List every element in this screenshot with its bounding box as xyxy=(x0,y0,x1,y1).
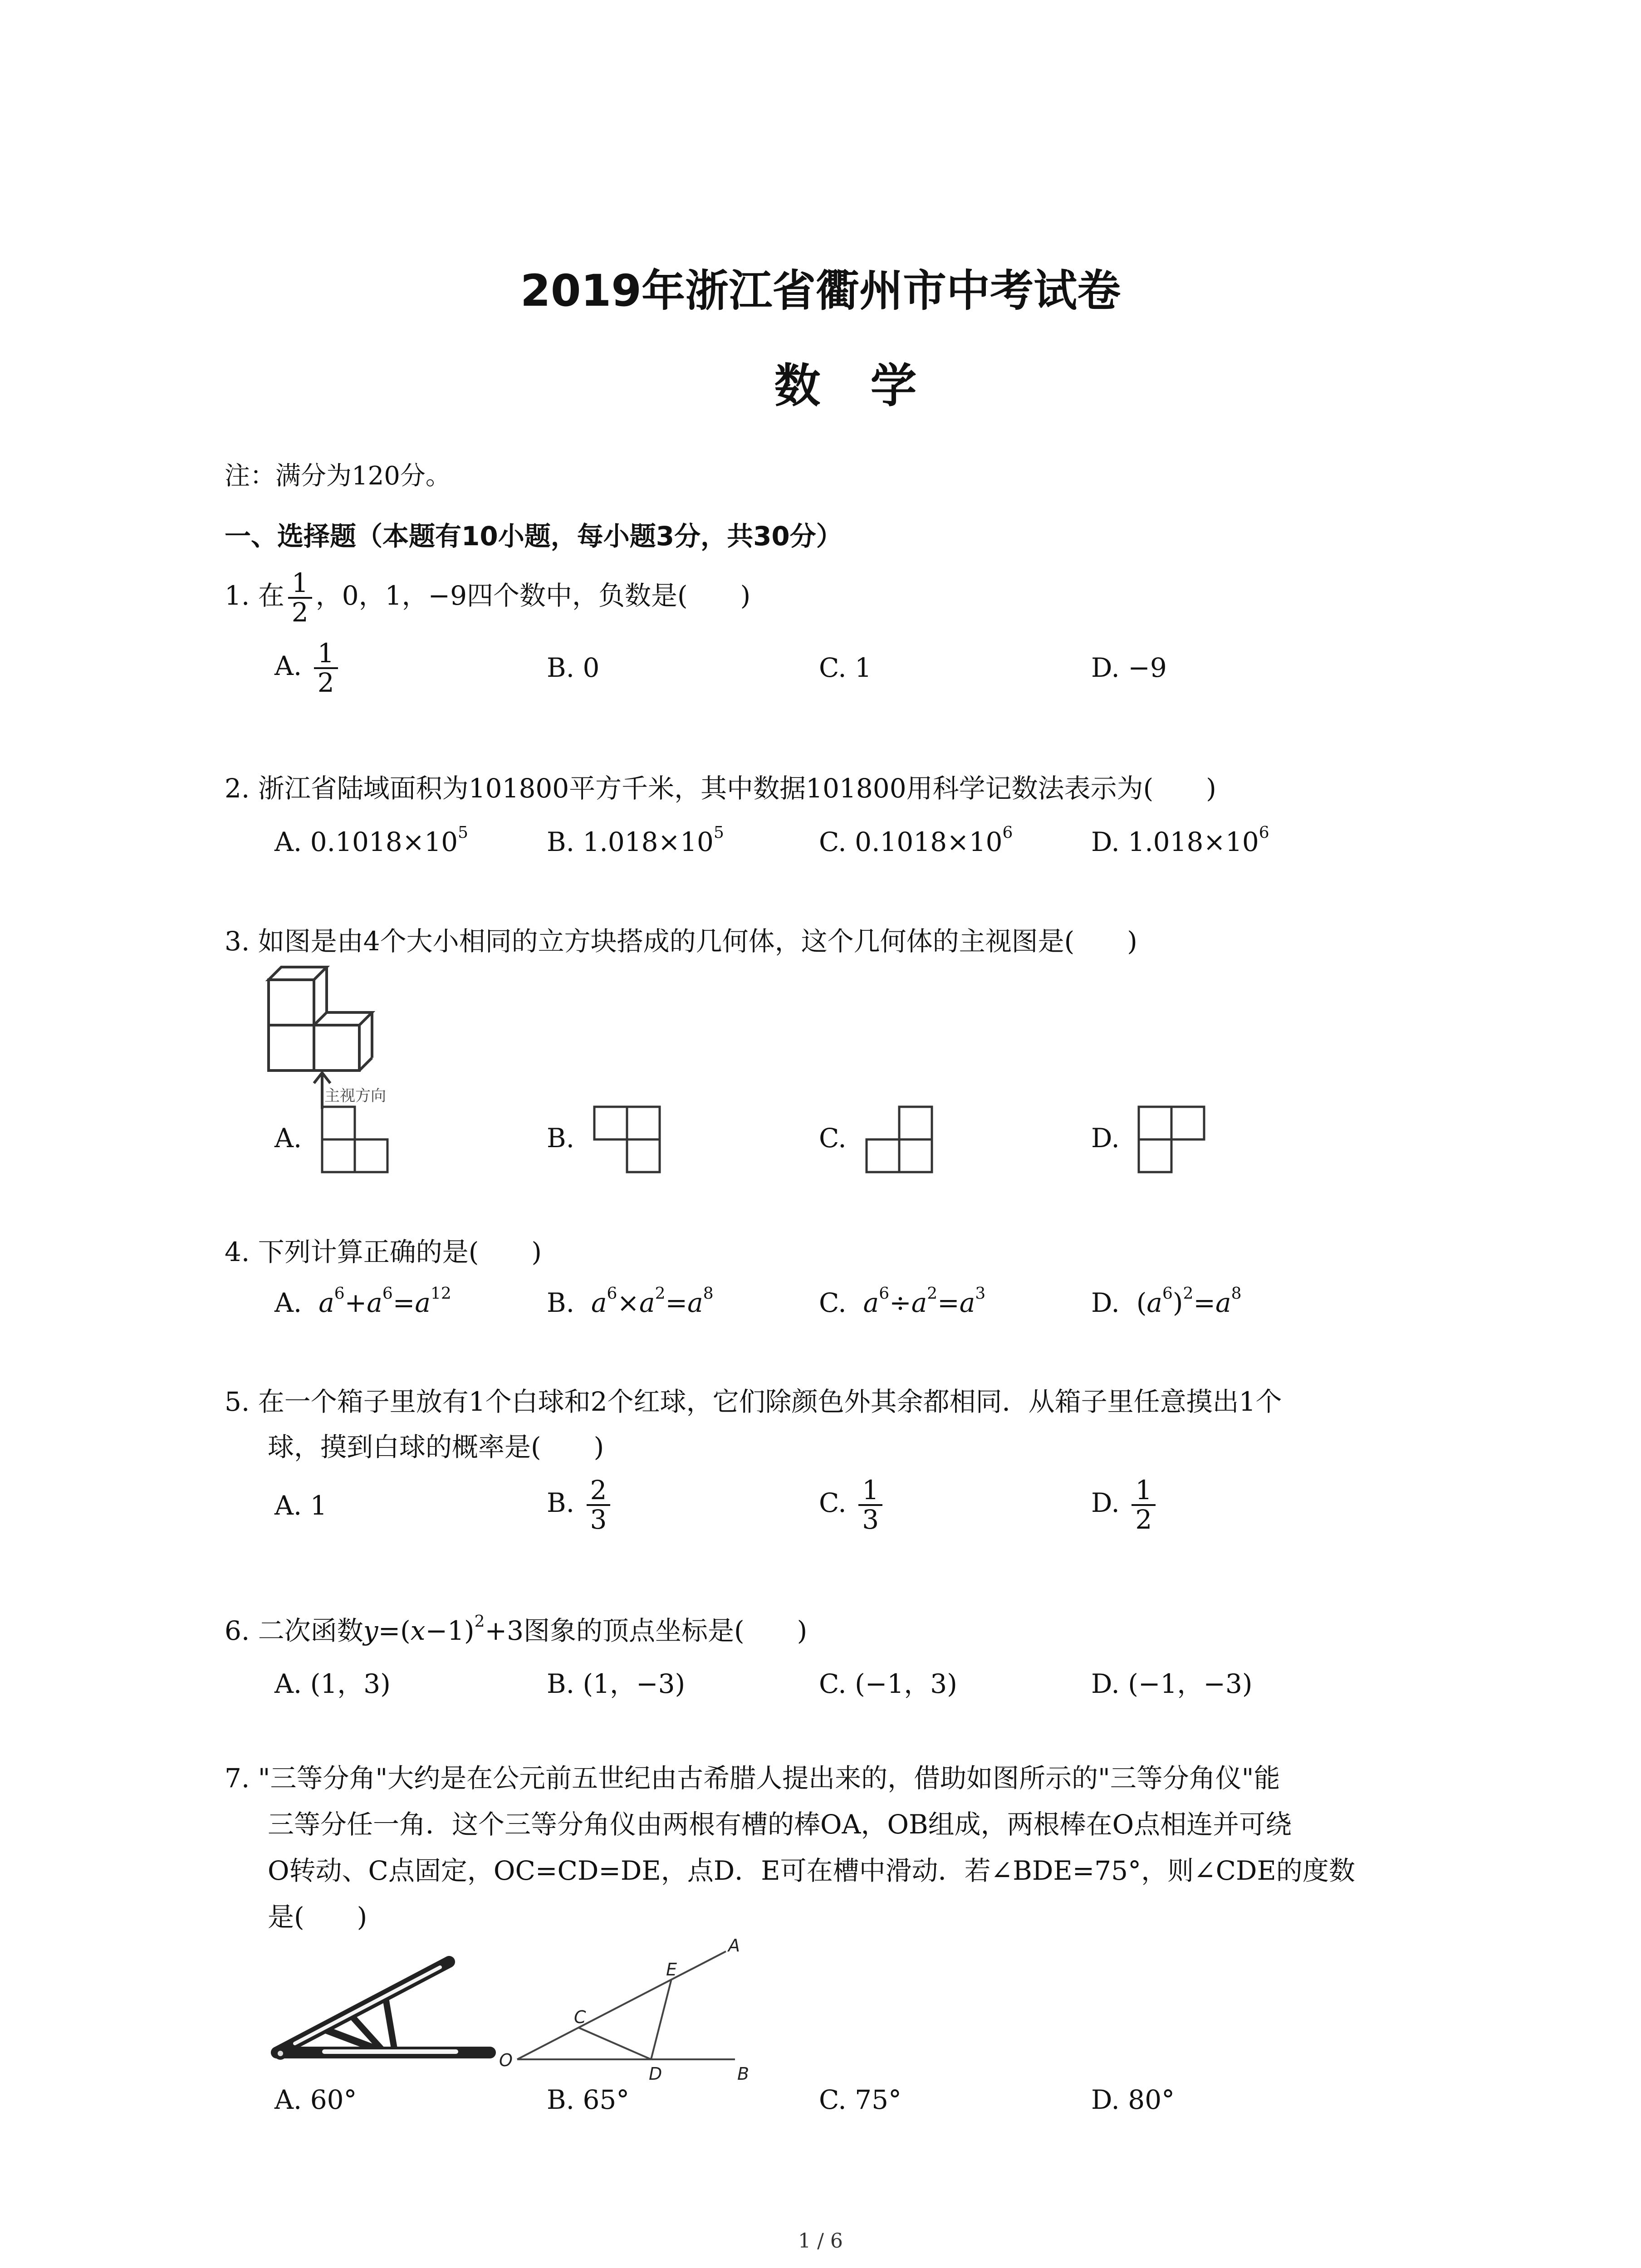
trisector-device-image xyxy=(268,1950,495,2073)
page-title: 2019年浙江省衢州市中考试卷 xyxy=(520,265,1121,316)
question-6: 6. 二次函数$y=(x-1)^2+3$图象的顶点坐标是( ) xyxy=(225,1612,808,1646)
trisector-diagram xyxy=(499,1932,753,2082)
q3-option-c-label[interactable]: C. xyxy=(819,1123,847,1154)
q3-option-b-label[interactable]: B. xyxy=(547,1123,575,1154)
q1-option-a[interactable]: A. $\frac{1}{2}$ xyxy=(274,640,342,697)
q1-option-b[interactable]: B. 0 xyxy=(547,652,600,683)
q1-option-d[interactable]: D. −9 xyxy=(1091,652,1167,683)
question-4: 4. 下列计算正确的是( ) xyxy=(225,1237,542,1267)
point-c-label: C xyxy=(574,2007,586,2027)
point-a-label: A xyxy=(728,1936,740,1955)
q2-option-d[interactable]: D. $1.018\times 10^6$ xyxy=(1091,823,1269,857)
fraction: $\frac{1}{2}$ xyxy=(288,569,312,626)
q5-option-c[interactable]: C. $\frac{1}{3}$ xyxy=(819,1476,886,1534)
q2-option-a[interactable]: A. $0.1018\times 10^5$ xyxy=(274,823,468,857)
subject-title: 数学 xyxy=(774,359,967,413)
q4-option-a[interactable]: A. $a^6+a^6=a^{12}$ xyxy=(274,1284,451,1318)
page-number: 1 / 6 xyxy=(798,2229,843,2253)
q2-option-c[interactable]: C. $0.1018\times 10^6$ xyxy=(819,823,1013,857)
q6-option-c[interactable]: C. (−1，3) xyxy=(819,1668,957,1699)
question-5-line-1: 5. 在一个箱子里放有1个白球和2个红球，它们除颜色外其余都相同．从箱子里任意摸出1个 xyxy=(225,1386,1282,1417)
q3-option-c-figure[interactable] xyxy=(864,1105,937,1173)
q6-option-a[interactable]: A. (1，3) xyxy=(274,1668,391,1699)
q7-option-b[interactable]: B. 65° xyxy=(547,2084,630,2115)
question-3: 3. 如图是由4个大小相同的立方块搭成的几何体，这个几何体的主视图是( ) xyxy=(225,926,1137,957)
q6-option-b[interactable]: B. (1，−3) xyxy=(547,1668,686,1699)
point-d-label: D xyxy=(649,2064,662,2084)
q7-option-a[interactable]: A. 60° xyxy=(274,2084,357,2115)
q3-option-b-figure[interactable] xyxy=(592,1105,665,1173)
point-b-label: B xyxy=(737,2064,749,2084)
q3-option-a-label[interactable]: A. xyxy=(274,1123,302,1154)
q4-option-c[interactable]: C. $a^6\div a^2=a^3$ xyxy=(819,1284,986,1318)
question-1: 1. 在 $\frac{1}{2}$ ，0，1，−9四个数中，负数是( ) xyxy=(225,567,751,628)
point-o-label: O xyxy=(499,2050,513,2070)
q5-option-d[interactable]: D. $\frac{1}{2}$ xyxy=(1091,1476,1159,1534)
q2-option-b[interactable]: B. $1.018\times 10^5$ xyxy=(547,823,724,857)
question-7-line-3: O转动、C点固定，OC=CD=DE，点D．E可在槽中滑动．若∠BDE=75°，则∠CDE的度数 xyxy=(268,1855,1355,1886)
question-7-line-1: 7. "三等分角"大约是在公元前五世纪由古希腊人提出来的，借助如图所示的"三等分角仪"能 xyxy=(225,1763,1280,1794)
point-e-label: E xyxy=(666,1960,677,1980)
q1-option-c[interactable]: C. 1 xyxy=(819,652,872,683)
question-5-line-2: 球，摸到白球的概率是( ) xyxy=(268,1432,604,1462)
question-7-line-2: 三等分任一角．这个三等分角仪由两根有槽的棒OA，OB组成，两根棒在O点相连并可绕 xyxy=(268,1809,1292,1840)
q6-option-d[interactable]: D. (−1，−3) xyxy=(1091,1668,1253,1699)
q3-option-a-figure[interactable] xyxy=(320,1105,392,1173)
question-7-line-4: 是( ) xyxy=(268,1901,367,1932)
score-note: 注：满分为120分。 xyxy=(225,461,451,491)
section-heading: 一、选择题（本题有10小题，每小题3分，共30分） xyxy=(225,521,843,552)
direction-label: 主视方向 xyxy=(324,1087,386,1105)
q5-option-b[interactable]: B. $\frac{2}{3}$ xyxy=(547,1476,614,1534)
q3-option-d-label[interactable]: D. xyxy=(1091,1123,1120,1154)
q4-option-b[interactable]: B. $a^6\times a^2=a^8$ xyxy=(547,1284,714,1318)
q3-option-d-figure[interactable] xyxy=(1136,1105,1209,1173)
question-2: 2. 浙江省陆域面积为101800平方千米，其中数据101800用科学记数法表示为( ) xyxy=(225,773,1216,804)
q7-option-c[interactable]: C. 75° xyxy=(819,2084,901,2115)
q7-option-d[interactable]: D. 80° xyxy=(1091,2084,1175,2115)
q4-option-d[interactable]: D. $(a^6)^2=a^8$ xyxy=(1091,1284,1242,1318)
q5-option-a[interactable]: A. 1 xyxy=(274,1490,327,1521)
